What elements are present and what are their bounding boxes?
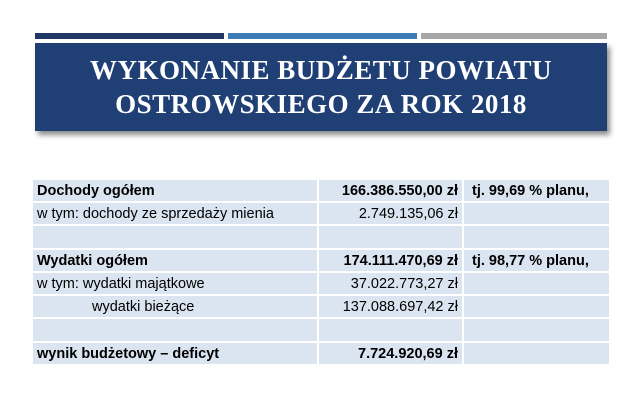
slide-title-box <box>35 43 607 131</box>
accent-bar-blue <box>228 33 417 39</box>
expenditure-label: Wydatki ogółem <box>33 249 318 272</box>
current-expenditure-note <box>463 295 609 318</box>
table-row-spacer <box>33 225 609 249</box>
deficit-note <box>463 342 609 365</box>
table-row-current-expenditure <box>33 295 609 318</box>
revenue-amount: 166.386.550,00 zł <box>318 180 463 202</box>
revenue-plan-percent: tj. 99,69 % planu, <box>463 180 609 202</box>
accent-bar-gray <box>421 33 607 39</box>
current-expenditure-label: wydatki bieżące <box>33 295 318 318</box>
title-line-2: OSTROWSKIEGO ZA ROK 2018 <box>115 89 527 119</box>
property-sales-note <box>463 202 609 225</box>
table-row-capital-expenditure <box>33 272 609 295</box>
accent-bar-dark <box>35 33 224 39</box>
spacer-cell <box>318 318 463 342</box>
revenue-label: Dochody ogółem <box>33 180 318 202</box>
title-line-1: WYKONANIE BUDŻETU POWIATU <box>89 55 553 85</box>
spacer-cell <box>463 318 609 342</box>
table-row-deficit <box>33 342 609 365</box>
table-row-spacer <box>33 318 609 342</box>
property-sales-amount: 2.749.135,06 zł <box>318 202 463 225</box>
expenditure-plan-percent: tj. 98,77 % planu, <box>463 249 609 272</box>
capital-expenditure-label: w tym: wydatki majątkowe <box>33 272 318 295</box>
expenditure-amount: 174.111.470,69 zł <box>318 249 463 272</box>
deficit-label: wynik budżetowy – deficyt <box>33 342 318 365</box>
table-row-revenue <box>33 180 609 202</box>
deficit-amount: 7.724.920,69 zł <box>318 342 463 365</box>
current-expenditure-amount: 137.088.697,42 zł <box>318 295 463 318</box>
table-row-expenditure <box>33 249 609 272</box>
budget-table <box>33 180 609 366</box>
spacer-cell <box>318 225 463 249</box>
spacer-cell <box>33 318 318 342</box>
property-sales-label: w tym: dochody ze sprzedaży mienia <box>33 202 318 225</box>
spacer-cell <box>33 225 318 249</box>
spacer-cell <box>463 225 609 249</box>
table-row-property-sales <box>33 202 609 225</box>
capital-expenditure-amount: 37.022.773,27 zł <box>318 272 463 295</box>
capital-expenditure-note <box>463 272 609 295</box>
